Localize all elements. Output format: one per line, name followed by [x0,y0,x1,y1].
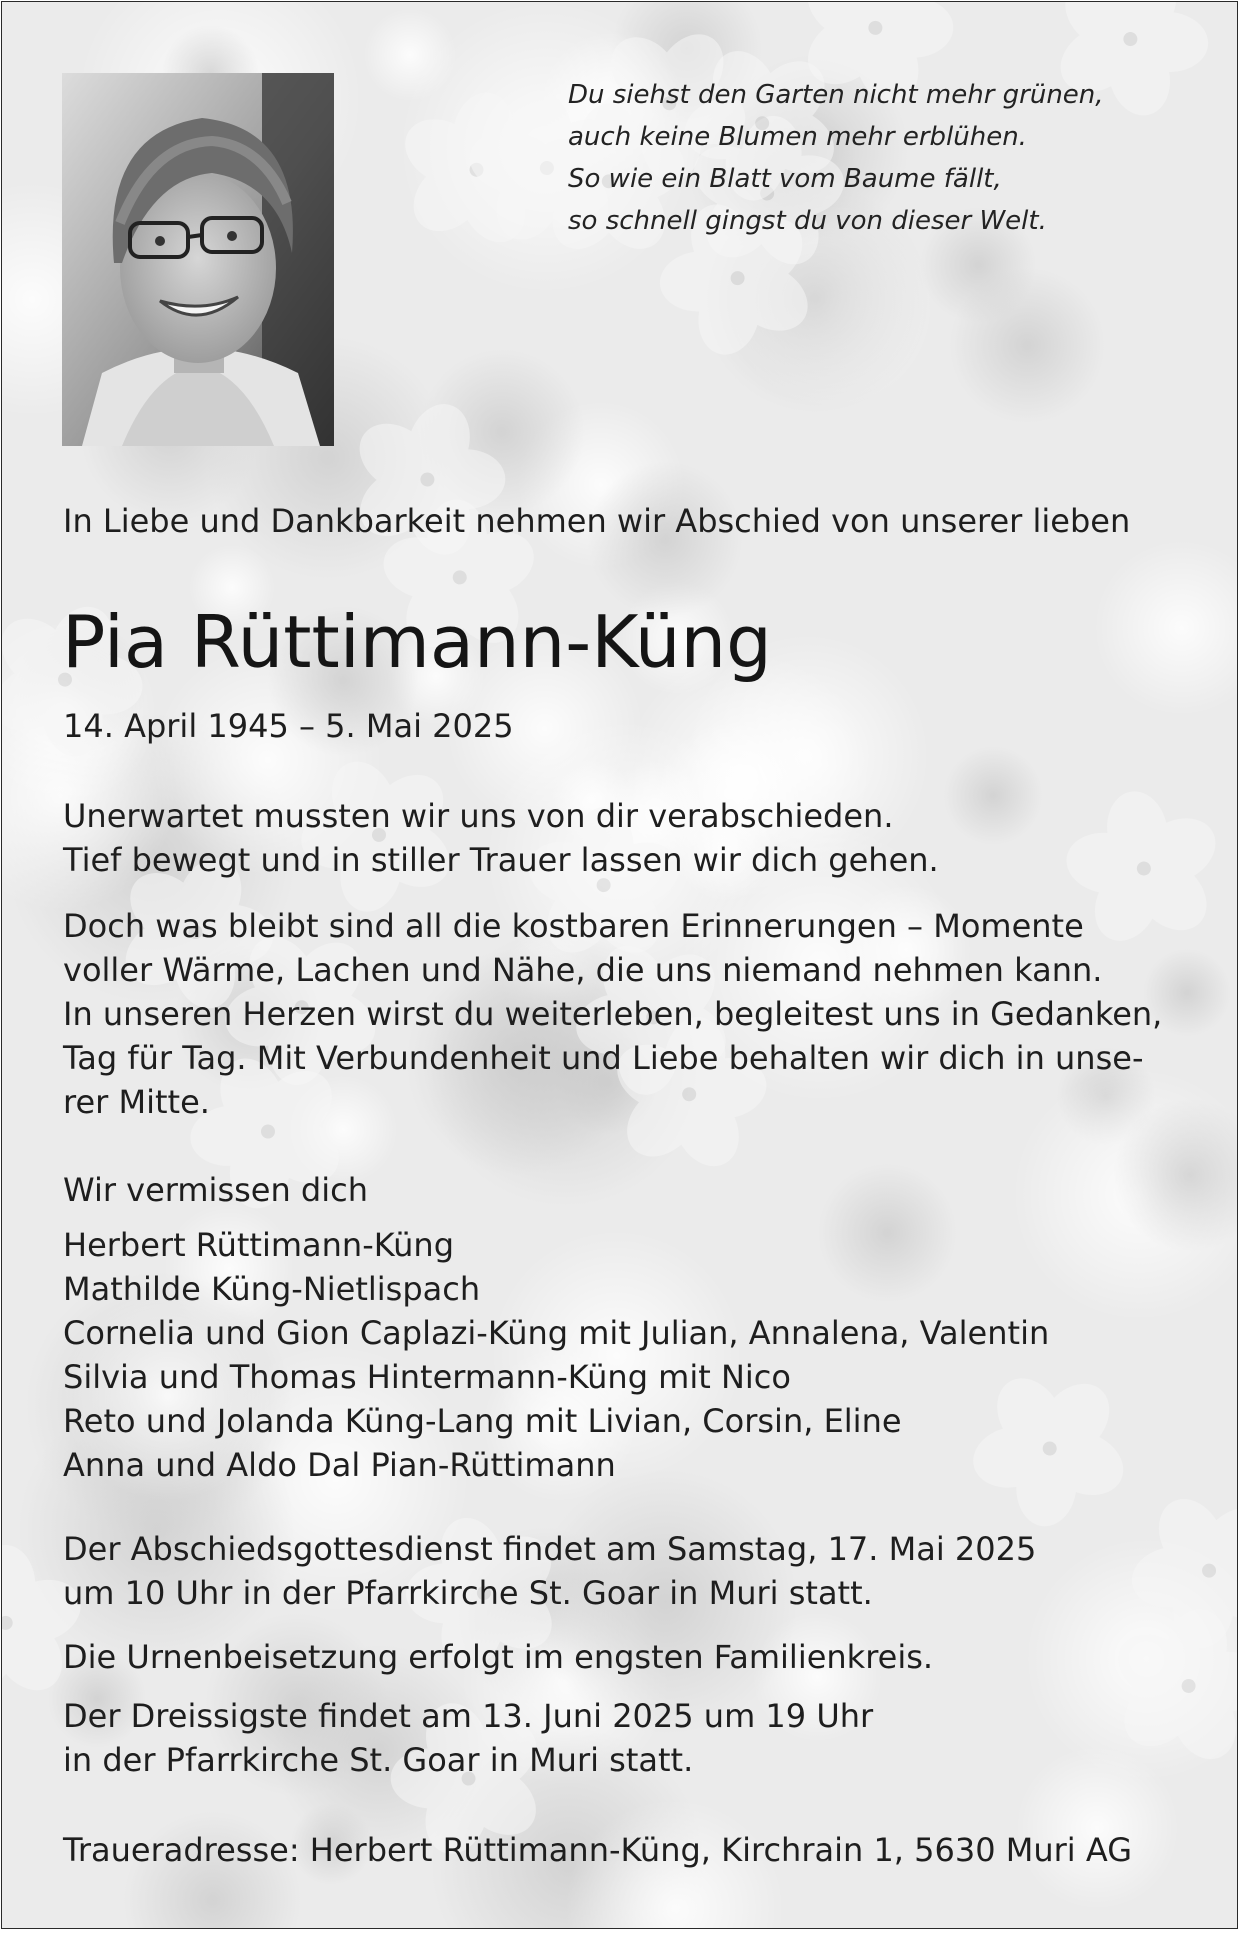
poem-line: so schnell gingst du von dieser Welt. [568,206,1047,236]
poem-line: So wie ein Blatt vom Baume fällt, [568,164,1002,194]
thirtieth-day-mass-info [63,1694,873,1782]
message-line: In unseren Herzen wirst du weiterleben, begleitest uns in Gedanken, [63,995,1163,1033]
message-line: Doch was bleibt sind all die kostbaren Erinnerungen – Momente [63,907,1084,945]
mourner-name: Anna und Aldo Dal Pian-Rüttimann [63,1446,616,1484]
mourners-heading: Wir vermissen dich [63,1171,368,1209]
service-line: Der Abschiedsgottesdienst findet am Samstag, 17. Mai 2025 [63,1530,1037,1568]
message-line: Tief bewegt und in stiller Trauer lassen wir dich gehen. [63,841,939,879]
thirtieth-line: in der Pfarrkirche St. Goar in Muri statt. [63,1741,694,1779]
message-line: Tag für Tag. Mit Verbundenheit und Liebe behalten wir dich in unse- [63,1039,1144,1077]
mourner-name: Mathilde Küng-Nietlispach [63,1270,481,1308]
mourner-name: Reto und Jolanda Küng-Lang mit Livian, Corsin, Eline [63,1402,902,1440]
message-paragraph-2 [63,904,1162,1124]
urn-burial-info: Die Urnenbeisetzung erfolgt im engsten Familienkreis. [63,1638,934,1676]
portrait-photo [62,73,334,446]
message-paragraph-1 [63,794,939,882]
poem-line: auch keine Blumen mehr erblühen. [568,122,1027,152]
service-line: um 10 Uhr in der Pfarrkirche St. Goar in Muri statt. [63,1574,873,1612]
mourners-list [63,1223,1049,1487]
intro-text: In Liebe und Dankbarkeit nehmen wir Abschied von unserer lieben [63,502,1131,540]
funeral-service-info [63,1527,1036,1615]
message-line: rer Mitte. [63,1083,210,1121]
message-line: voller Wärme, Lachen und Nähe, die uns niemand nehmen kann. [63,951,1103,989]
life-dates: 14. April 1945 – 5. Mai 2025 [63,707,514,745]
mourner-name: Cornelia und Gion Caplazi-Küng mit Julian, Annalena, Valentin [63,1314,1050,1352]
poem-line: Du siehst den Garten nicht mehr grünen, [568,80,1104,110]
thirtieth-line: Der Dreissigste findet am 13. Juni 2025 um 19 Uhr [63,1697,874,1735]
obituary-notice [1,1,1238,1929]
message-line: Unerwartet mussten wir uns von dir verabschieden. [63,797,894,835]
mourner-name: Herbert Rüttimann-Küng [63,1226,454,1264]
mourning-address: Traueradresse: Herbert Rüttimann-Küng, Kirchrain 1, 5630 Muri AG [63,1831,1132,1869]
poem-verse [568,74,1188,242]
deceased-name: Pia Rüttimann-Küng [62,600,772,684]
mourner-name: Silvia und Thomas Hintermann-Küng mit Nico [63,1358,791,1396]
